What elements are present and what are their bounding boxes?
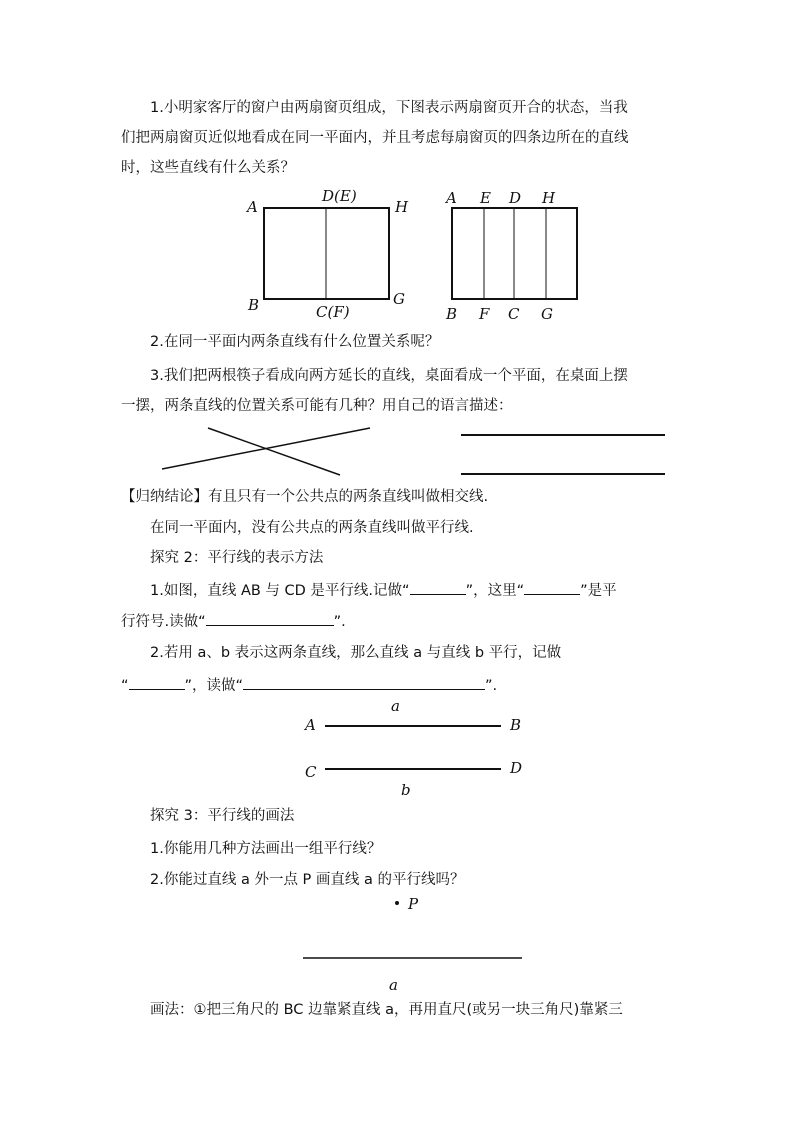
explore2-s1-text-e: ”. xyxy=(333,614,346,630)
explore2-s2-line-1: 2.若用 a、b 表示这两条直线，那么直线 a 与直线 b 平行，记做 xyxy=(150,645,562,661)
point-p xyxy=(395,901,399,905)
fig2-label-a: A xyxy=(446,189,457,207)
fig1-label-g: G xyxy=(393,290,405,308)
explore2-s1-text-d: 行符号.读做“ xyxy=(121,614,206,630)
explore3-title: 探究 3：平行线的画法 xyxy=(150,808,295,824)
intersecting-line-2 xyxy=(162,428,370,469)
q3-line-1: 3.我们把两根筷子看成向两方延长的直线，桌面看成一个平面，在桌面上摆 xyxy=(150,368,628,384)
fig2-label-d: D xyxy=(509,189,522,207)
fig4-label-p: P xyxy=(408,895,419,913)
explore2-s2-text-d: ”. xyxy=(485,678,498,694)
fig2-label-g: G xyxy=(541,305,553,323)
method-line: 画法：①把三角尺的 BC 边靠紧直线 a，再用直尺(或另一块三角尺)靠紧三 xyxy=(150,1002,623,1018)
explore3-s1: 1.你能用几种方法画出一组平行线？ xyxy=(150,841,382,857)
explore2-s1-line-2 xyxy=(121,611,346,632)
explore2-s2-text-c: ”，读做“ xyxy=(184,678,244,694)
intersecting-line-1 xyxy=(208,428,340,475)
conclusion-line-2: 在同一平面内，没有公共点的两条直线叫做平行线. xyxy=(150,520,474,536)
fig1-label-cf: C(F) xyxy=(316,303,350,321)
fig2-label-b: B xyxy=(446,305,458,323)
fig3-label-d: D xyxy=(510,759,523,777)
explore2-title: 探究 2：平行线的表示方法 xyxy=(150,550,324,566)
fig2-label-h: H xyxy=(542,189,556,207)
reading-blank[interactable] xyxy=(206,611,334,626)
fig3-label-a: A xyxy=(305,716,316,734)
conclusion-line-1: 【归纳结论】有且只有一个公共点的两条直线叫做相交线. xyxy=(121,489,489,505)
explore2-s2-text-b: “ xyxy=(121,678,129,694)
explore2-s1-text-b: ”，这里“ xyxy=(465,583,525,599)
fig3-label-c: C xyxy=(305,763,317,781)
q2-text: 2.在同一平面内两条直线有什么位置关系呢？ xyxy=(150,334,440,350)
fig1-label-a: A xyxy=(247,198,258,216)
fig4-label-a: a xyxy=(389,976,398,994)
q1-line-1: 1.小明家客厅的窗户由两扇窗页组成，下图表示两扇窗页开合的状态，当我 xyxy=(150,100,628,116)
fig1-label-b: B xyxy=(248,296,260,314)
fig1-label-h: H xyxy=(395,198,409,216)
fig3-label-a-line: a xyxy=(391,697,400,715)
q1-line-3: 时，这些直线有什么关系？ xyxy=(121,160,295,176)
explore2-s1-text-a: 1.如图，直线 AB 与 CD 是平行线.记做“ xyxy=(150,583,410,599)
q1-line-2: 们把两扇窗页近似地看成在同一平面内，并且考虑每扇窗页的四条边所在的直线 xyxy=(121,130,629,146)
explore2-s2-line-2 xyxy=(121,675,497,696)
explore3-s2: 2.你能过直线 a 外一点 P 画直线 a 的平行线吗？ xyxy=(150,872,465,888)
q3-line-2: 一摆，两条直线的位置关系可能有几种？用自己的语言描述： xyxy=(121,398,513,414)
ab-notation-blank[interactable] xyxy=(129,675,185,690)
fig3-label-b: B xyxy=(510,716,522,734)
explore2-s1-text-c: ”是平 xyxy=(580,583,617,599)
notation-blank[interactable] xyxy=(410,580,466,595)
fig3-label-b-line: b xyxy=(401,781,411,799)
fig1-label-de: D(E) xyxy=(322,187,357,205)
fig2-label-c: C xyxy=(508,305,520,323)
explore2-s1-line-1 xyxy=(150,580,617,601)
fig2-label-e: E xyxy=(480,189,491,207)
fig2-label-f: F xyxy=(479,305,490,323)
symbol-blank[interactable] xyxy=(524,580,580,595)
ab-reading-blank[interactable] xyxy=(243,675,485,690)
